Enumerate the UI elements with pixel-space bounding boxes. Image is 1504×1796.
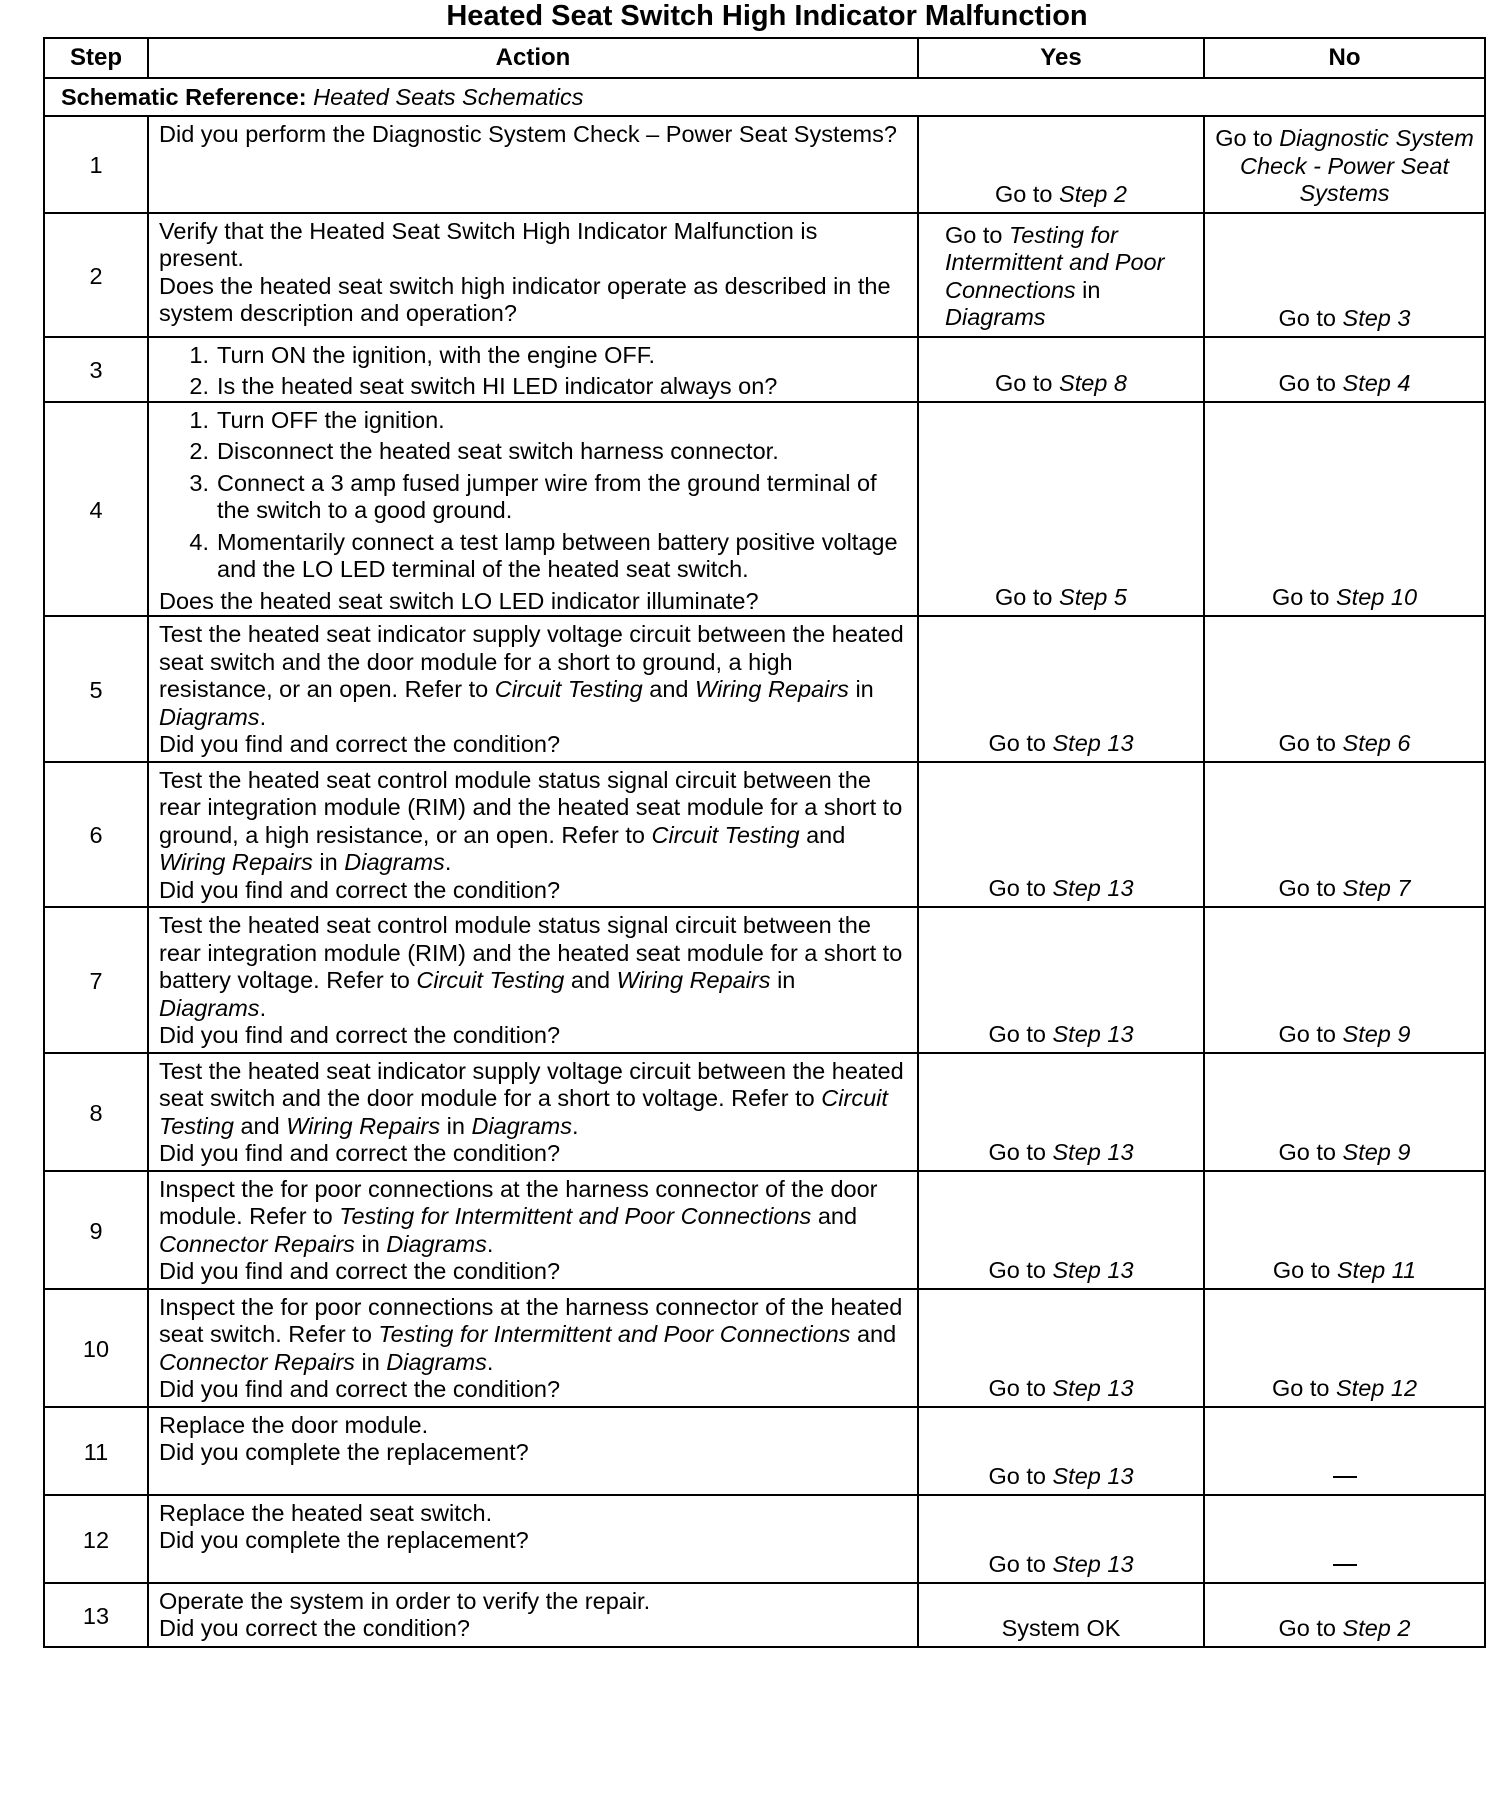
- action-question: Does the heated seat switch LO LED indicator illuminate?: [159, 587, 759, 614]
- action-text: Verify that the Heated Seat Switch High Indicator Malfunction is present.: [159, 217, 818, 271]
- table-row: [44, 1289, 1485, 1407]
- no-prefix: Go to: [1278, 875, 1336, 901]
- yes-link[interactable]: Step 2: [1059, 180, 1127, 207]
- not-applicable-dash: [1333, 1476, 1357, 1478]
- header-yes: Yes: [918, 38, 1204, 78]
- ref-link[interactable]: Wiring Repairs: [695, 676, 849, 702]
- no-cell: [1204, 402, 1485, 617]
- action-list: [159, 407, 907, 584]
- action-question: Did you find and correct the condition?: [159, 1376, 561, 1402]
- action-cell: [148, 337, 918, 402]
- action-text: Test the heated seat indicator supply voltage circuit between the heated seat switch and the door module for a short to ground, a high resistance, or an open. Refer to Circuit Testing and Wiring Repairs in Diagrams.: [159, 621, 904, 730]
- step-number: 3: [44, 337, 148, 402]
- no-prefix: Go to: [1215, 125, 1273, 151]
- yes-cell: [918, 1171, 1204, 1289]
- table-row: [44, 402, 1485, 617]
- header-no: No: [1204, 38, 1485, 78]
- yes-link[interactable]: Step 13: [1052, 1138, 1134, 1165]
- no-prefix: Go to: [1278, 1020, 1336, 1047]
- no-link[interactable]: Step 7: [1342, 875, 1411, 901]
- action-cell: [148, 1495, 918, 1583]
- action-text: Inspect the for poor connections at the harness connector of the heated seat switch. Refer to Testing for Intermittent and Poor Connections and Connector Repairs in Diagrams.: [159, 1293, 903, 1375]
- no-cell: [1204, 762, 1485, 908]
- list-item: 2. Disconnect the heated seat switch harness connector.: [189, 438, 779, 464]
- yes-prefix: Go to: [988, 1462, 1046, 1489]
- action-cell: [148, 213, 918, 337]
- yes-prefix: Go to: [988, 1550, 1046, 1577]
- action-cell: [148, 116, 918, 213]
- yes-link[interactable]: Step 13: [1052, 1256, 1134, 1283]
- action-question: Did you complete the replacement?: [159, 1439, 529, 1465]
- no-link[interactable]: Step 11: [1336, 1256, 1417, 1283]
- step-number: 12: [44, 1495, 148, 1583]
- ref-link[interactable]: Diagrams: [386, 1348, 487, 1375]
- yes-cell: [918, 1407, 1204, 1495]
- table-row: [44, 907, 1485, 1053]
- action-cell: [148, 402, 918, 617]
- list-item: 1. Turn OFF the ignition.: [189, 406, 445, 433]
- no-cell: [1204, 1495, 1485, 1583]
- yes-cell: [918, 1583, 1204, 1647]
- yes-cell: [918, 116, 1204, 213]
- no-cell: [1204, 1053, 1485, 1171]
- no-link[interactable]: Step 10: [1336, 584, 1418, 610]
- yes-link[interactable]: Step 8: [1059, 369, 1127, 396]
- yes-cell: [918, 213, 1204, 337]
- schematic-link[interactable]: Heated Seats Schematics: [313, 83, 584, 110]
- yes-link[interactable]: Step 13: [1052, 1462, 1134, 1489]
- no-prefix: Go to: [1271, 584, 1330, 610]
- action-cell: [148, 907, 918, 1053]
- no-cell: [1204, 1583, 1485, 1647]
- no-prefix: Go to: [1271, 1374, 1330, 1401]
- yes-cell: [918, 402, 1204, 617]
- no-cell: [1204, 616, 1485, 762]
- ref-link[interactable]: Testing for Intermittent and Poor Connections: [339, 1203, 812, 1229]
- step-number: 2: [44, 213, 148, 337]
- action-cell: [148, 1583, 918, 1647]
- no-link[interactable]: Step 2: [1342, 1614, 1411, 1641]
- ref-link[interactable]: Circuit Testing: [416, 967, 565, 993]
- ref-link[interactable]: Diagrams: [386, 1230, 487, 1257]
- ref-link[interactable]: Diagrams: [471, 1112, 572, 1139]
- action-cell: [148, 1053, 918, 1171]
- yes-prefix: Go to: [995, 584, 1053, 610]
- table-row: [44, 337, 1485, 402]
- action-text: Replace the heated seat switch.: [159, 1499, 493, 1526]
- table-row: [44, 1053, 1485, 1171]
- step-number: 13: [44, 1583, 148, 1647]
- page-title: Heated Seat Switch High Indicator Malfunction: [446, 0, 1088, 32]
- ref-link[interactable]: Diagrams: [344, 849, 445, 875]
- step-number: 9: [44, 1171, 148, 1289]
- yes-cell: [918, 1289, 1204, 1407]
- step-number: 4: [44, 402, 148, 617]
- not-applicable-dash: [1333, 1564, 1357, 1566]
- list-item: 3. Connect a 3 amp fused jumper wire from the ground terminal of the switch to a good ground.: [189, 469, 877, 523]
- ref-link[interactable]: Circuit Testing: [159, 1085, 888, 1139]
- table-row: [44, 1495, 1485, 1583]
- action-question: Did you find and correct the condition?: [159, 731, 561, 757]
- no-link[interactable]: Step 6: [1342, 729, 1411, 756]
- action-list: [159, 342, 907, 401]
- table-row: [44, 1171, 1485, 1289]
- table-row: [44, 1407, 1485, 1495]
- yes-link[interactable]: Step 13: [1052, 875, 1134, 901]
- step-number: 8: [44, 1053, 148, 1171]
- table-row: [44, 762, 1485, 908]
- action-text: Operate the system in order to verify the repair.: [159, 1587, 651, 1614]
- schematic-label: Schematic Reference:: [61, 83, 307, 110]
- no-prefix: Go to: [1278, 729, 1336, 756]
- yes-prefix: Go to: [988, 875, 1046, 901]
- diagnostic-table: [43, 37, 1486, 1648]
- action-text: Test the heated seat indicator supply voltage circuit between the heated seat switch and the door module for a short to voltage. Refer to Circuit Testing and Wiring Repairs in Diagrams.: [159, 1057, 904, 1139]
- table-row: [44, 1583, 1485, 1647]
- yes-cell: [918, 337, 1204, 402]
- yes-prefix: Go to: [988, 729, 1046, 756]
- list-item: 1. Turn ON the ignition, with the engine OFF.: [189, 341, 656, 368]
- step-number: 5: [44, 616, 148, 762]
- action-text: Test the heated seat control module status signal circuit between the rear integration module (RIM) and the heated seat module for a short to battery voltage. Refer to Circuit Testing and Wiring Repairs in Diagrams.: [159, 912, 903, 1021]
- yes-link[interactable]: Step 13: [1052, 729, 1134, 756]
- no-cell: [1204, 1407, 1485, 1495]
- action-cell: [148, 616, 918, 762]
- no-prefix: Go to: [1278, 1614, 1336, 1641]
- step-number: 11: [44, 1407, 148, 1495]
- no-cell: [1204, 1171, 1485, 1289]
- table-row: [44, 616, 1485, 762]
- ref-link[interactable]: Wiring Repairs: [286, 1112, 441, 1139]
- ref-link[interactable]: Wiring Repairs: [159, 849, 313, 875]
- yes-result: System OK: [1001, 1614, 1121, 1641]
- no-prefix: Go to: [1278, 304, 1336, 331]
- yes-mid: in: [1082, 276, 1101, 303]
- ref-link[interactable]: Wiring Repairs: [616, 967, 771, 993]
- yes-link[interactable]: Step 13: [1052, 1550, 1134, 1577]
- ref-link[interactable]: Testing for Intermittent and Poor Connections: [378, 1321, 851, 1347]
- yes-link[interactable]: Step 13: [1052, 1020, 1134, 1047]
- no-prefix: Go to: [1272, 1256, 1331, 1283]
- step-number: 1: [44, 116, 148, 213]
- ref-link[interactable]: Diagrams: [159, 703, 260, 730]
- yes-link[interactable]: Step 13: [1052, 1374, 1134, 1401]
- schematic-reference: [44, 78, 1485, 116]
- yes-link-2[interactable]: Diagrams: [945, 304, 1046, 330]
- no-link[interactable]: Step 3: [1342, 304, 1411, 331]
- yes-prefix: Go to: [945, 221, 1003, 248]
- action-text: Did you perform the Diagnostic System Check – Power Seat Systems?: [159, 121, 897, 147]
- action-cell: [148, 1407, 918, 1495]
- list-item: 4. Momentarily connect a test lamp between battery positive voltage and the LO LED terminal of the heated seat switch.: [189, 528, 898, 582]
- no-prefix: Go to: [1278, 369, 1336, 396]
- action-text: Replace the door module.: [159, 1411, 429, 1438]
- no-cell: [1204, 1289, 1485, 1407]
- table-header-row: [44, 38, 1485, 78]
- ref-link[interactable]: Circuit Testing: [494, 676, 643, 702]
- no-cell: [1204, 907, 1485, 1053]
- no-link[interactable]: Step 4: [1342, 369, 1411, 396]
- action-question: Did you correct the condition?: [159, 1615, 470, 1641]
- no-link[interactable]: Step 12: [1336, 1374, 1418, 1401]
- ref-link[interactable]: Diagrams: [159, 994, 260, 1021]
- header-action: Action: [148, 38, 918, 78]
- yes-prefix: Go to: [995, 180, 1053, 207]
- yes-prefix: Go to: [988, 1374, 1046, 1401]
- action-question: Does the heated seat switch high indicator operate as described in the system description and operation?: [159, 272, 891, 326]
- action-question: Did you find and correct the condition?: [159, 1022, 561, 1048]
- no-link[interactable]: Step 9: [1342, 1138, 1411, 1165]
- no-cell: [1204, 213, 1485, 337]
- step-number: 7: [44, 907, 148, 1053]
- step-number: 6: [44, 762, 148, 908]
- schematic-reference-row: [44, 78, 1485, 116]
- action-text: Inspect the for poor connections at the harness connector of the door module. Refer to Testing for Intermittent and Poor Connections and Connector Repairs in Diagrams.: [159, 1175, 878, 1257]
- header-step: Step: [44, 38, 148, 78]
- ref-link[interactable]: Connector Repairs: [159, 1348, 355, 1375]
- yes-link[interactable]: Testing for Intermittent and Poor Connections: [945, 221, 1165, 303]
- table-row: [44, 213, 1485, 337]
- step-number: 10: [44, 1289, 148, 1407]
- action-cell: [148, 762, 918, 908]
- action-question: Did you complete the replacement?: [159, 1527, 529, 1553]
- yes-prefix: Go to: [988, 1138, 1046, 1165]
- yes-cell: [918, 616, 1204, 762]
- ref-link[interactable]: Circuit Testing: [651, 821, 800, 848]
- action-question: Did you find and correct the condition?: [159, 876, 561, 903]
- action-text: Test the heated seat control module status signal circuit between the rear integration module (RIM) and the heated seat module for a short to ground, a high resistance, or an open. Refer to Circuit Testing and Wiring Repairs in Diagrams.: [159, 766, 903, 875]
- no-cell: [1204, 337, 1485, 402]
- yes-link[interactable]: Step 5: [1059, 584, 1127, 610]
- action-cell: [148, 1289, 918, 1407]
- yes-cell: [918, 907, 1204, 1053]
- yes-cell: [918, 762, 1204, 908]
- list-item: 2. Is the heated seat switch HI LED indicator always on?: [189, 373, 778, 399]
- yes-prefix: Go to: [988, 1020, 1046, 1047]
- action-cell: [148, 1171, 918, 1289]
- no-cell: [1204, 116, 1485, 213]
- no-link[interactable]: Step 9: [1342, 1020, 1411, 1047]
- action-question: Did you find and correct the condition?: [159, 1258, 561, 1284]
- ref-link[interactable]: Connector Repairs: [159, 1230, 355, 1257]
- yes-prefix: Go to: [988, 1256, 1046, 1283]
- no-link[interactable]: Diagnostic System Check - Power Seat Systems: [1240, 125, 1474, 206]
- no-prefix: Go to: [1278, 1138, 1336, 1165]
- action-question: Did you find and correct the condition?: [159, 1140, 561, 1166]
- table-row: [44, 116, 1485, 213]
- yes-cell: [918, 1495, 1204, 1583]
- yes-prefix: Go to: [995, 369, 1053, 396]
- yes-cell: [918, 1053, 1204, 1171]
